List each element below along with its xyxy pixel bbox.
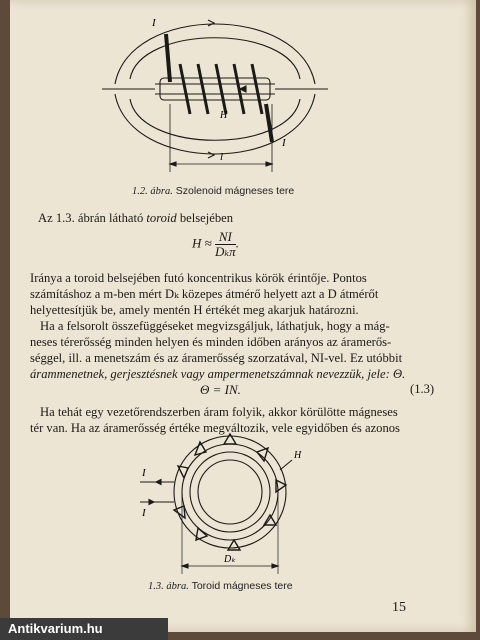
paragraph-excitation (30, 318, 456, 382)
toroid-current-out-label: I (142, 507, 146, 519)
paragraph3-line: neses térerősség minden helyen és minden időben arányos az áramerős- (30, 335, 392, 349)
intro-suffix: belsejében (176, 211, 234, 225)
paragraph4-line: tér van. Ha az áramerősség értéke megváltozik, vele egyidőben és azonos (30, 421, 400, 435)
equation-toroid-field (192, 230, 239, 259)
toroid-figure (130, 430, 330, 580)
toroid-diameter-label: Dₖ (224, 554, 236, 565)
paragraph4-line: Ha tehát egy vezetőrendszerben áram folyik, akkor körülötte mágneses (40, 405, 398, 419)
paragraph-intro (38, 210, 233, 226)
book-page (10, 0, 476, 632)
paragraph2-line: helyettesítjük be, amely mentén H értékét meg akarjuk határozni. (30, 303, 359, 317)
figure1-caption (132, 185, 294, 197)
intro-prefix: Az 1.3. ábrán látható (38, 211, 147, 225)
paragraph3-line: séggel, ill. a menetszám és az áramerősség szorzatával, NI-vel. Ez utóbbit (30, 351, 403, 365)
equation-excitation: Θ = IN. (200, 382, 241, 397)
equation1-lhs: H ≈ (192, 235, 212, 251)
figure2-caption-number: 1.3. ábra. (148, 581, 189, 592)
equation1-fraction (215, 230, 236, 259)
equation1-numerator: NI (215, 230, 236, 245)
equation1-tail: . (235, 235, 239, 251)
page-number: 15 (392, 600, 406, 615)
equation-number: (1.3) (410, 382, 435, 396)
toroid-current-in-label: I (142, 467, 146, 479)
watermark: Antikvarium.hu (0, 618, 168, 640)
solenoid-figure (100, 4, 330, 184)
figure2-caption (148, 580, 293, 592)
paragraph3-line: árammenetnek, gerjesztésnek vagy ampermenetszámnak nevezzük, jele: Θ. (30, 367, 406, 381)
paragraph2-line: számításhoz a m-ben mért Dₖ közepes átmérő helyett azt a D átmérőt (30, 287, 379, 301)
field-label: H (220, 110, 228, 121)
length-label: l (220, 151, 224, 163)
figure1-caption-text: Szolenoid mágneses tere (172, 185, 295, 197)
toroid-field-label: H (294, 450, 302, 461)
paragraph2-line: Iránya a toroid belsejében futó koncentrikus körök érintője. Pontos (30, 271, 367, 285)
current-label-bottom: I (282, 137, 286, 149)
figure1-caption-number: 1.2. ábra. (132, 186, 173, 197)
paragraph-direction (30, 270, 456, 318)
equation1-denominator: Dₖπ (215, 244, 236, 259)
current-label-top: I (152, 17, 156, 29)
paragraph3-line: Ha a felsorolt összefüggéseket megvizsgáljuk, láthatjuk, hogy a mág- (40, 319, 390, 333)
figure2-caption-text: Toroid mágneses tere (188, 580, 293, 592)
intro-italic: toroid (146, 211, 177, 225)
